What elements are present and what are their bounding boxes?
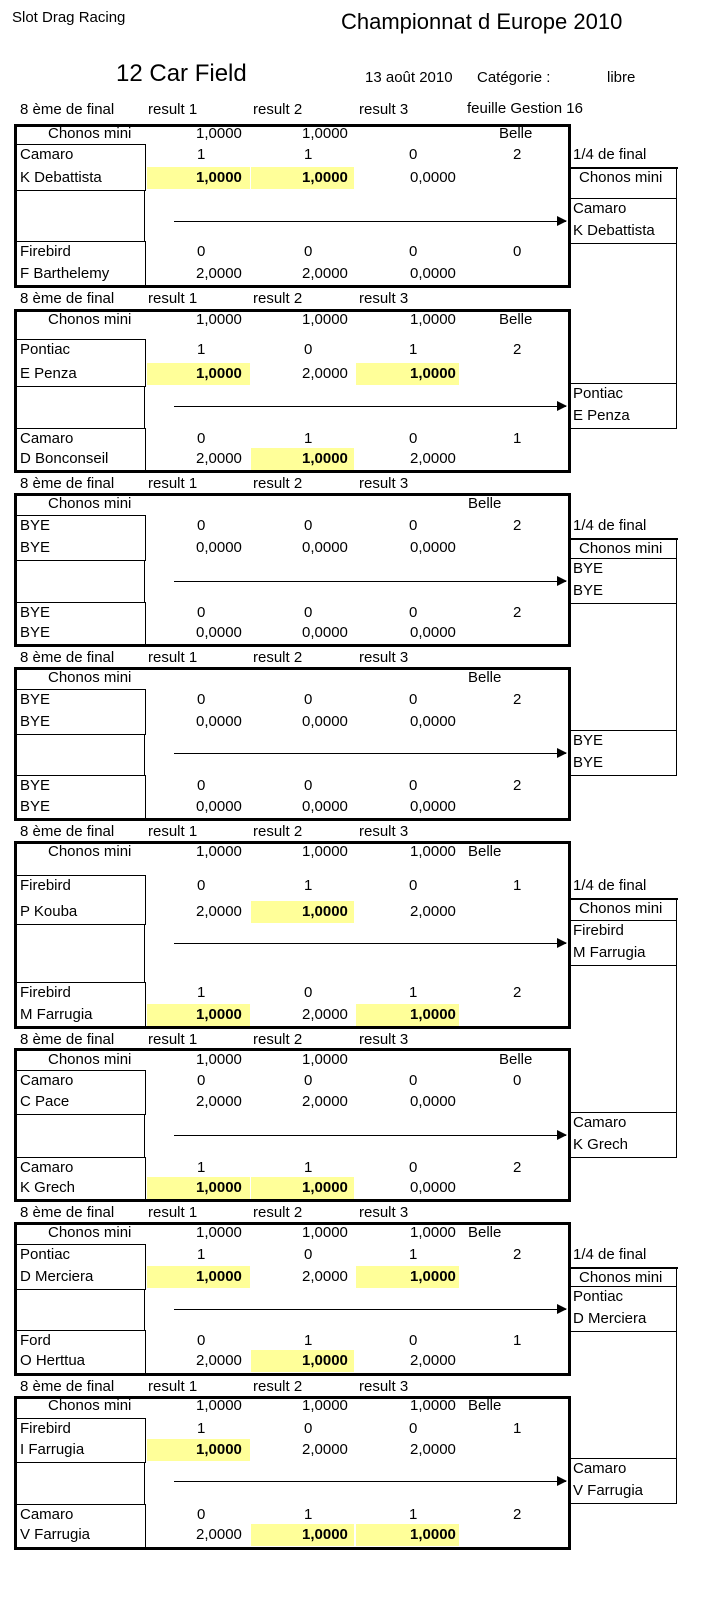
win-count: 0 [304, 604, 313, 621]
quarter-final-label: 1/4 de final [573, 1246, 647, 1263]
advance-arrow [174, 1135, 566, 1136]
time-value: 0,0000 [196, 624, 242, 641]
org-name: Slot Drag Racing [12, 9, 126, 26]
quarter-chrono-label: Chonos mini [579, 169, 663, 186]
driver-name: BYE [20, 798, 51, 815]
time-value: 1,0000 [302, 1179, 348, 1196]
advance-arrow [174, 1481, 566, 1482]
round-label: 8 ème de final [20, 649, 115, 666]
chrono-label: Chonos mini [48, 125, 132, 142]
car-name: Camaro [20, 430, 74, 447]
bracket-connector [676, 1267, 677, 1504]
win-count: 1 [304, 1159, 313, 1176]
driver-name: D Bonconseil [20, 450, 109, 467]
driver-name: O Herttua [20, 1352, 86, 1369]
win-count: 0 [409, 146, 418, 163]
quarter-final-label: 1/4 de final [573, 877, 647, 894]
winner-car: BYE [573, 732, 604, 749]
winner-car: Firebird [573, 922, 624, 939]
car-name: Camaro [20, 1159, 74, 1176]
win-count: 0 [409, 243, 418, 260]
win-count: 0 [197, 1332, 206, 1349]
win-count: 1 [304, 146, 313, 163]
win-count: 0 [197, 691, 206, 708]
win-count: 0 [409, 604, 418, 621]
driver-name: P Kouba [20, 903, 78, 920]
belle-score: 2 [513, 777, 522, 794]
win-count: 0 [304, 341, 313, 358]
winner-driver: M Farrugia [573, 944, 646, 961]
result-1-header: result 1 [148, 290, 198, 307]
time-value: 2,0000 [302, 1441, 348, 1458]
time-value: 2,0000 [302, 265, 348, 282]
win-count: 0 [197, 1072, 206, 1089]
win-count: 0 [409, 517, 418, 534]
driver-name: F Barthelemy [20, 265, 110, 282]
win-count: 0 [304, 691, 313, 708]
winner-driver: K Debattista [573, 222, 655, 239]
time-value: 0,0000 [196, 713, 242, 730]
winner-car: BYE [573, 560, 604, 577]
round-label: 8 ème de final [20, 475, 115, 492]
winner-car: Camaro [573, 1460, 627, 1477]
win-count: 0 [304, 1420, 313, 1437]
win-count: 0 [197, 877, 206, 894]
win-count: 1 [197, 341, 206, 358]
win-count: 0 [304, 1246, 313, 1263]
belle-score: 2 [513, 984, 522, 1001]
driver-name: BYE [20, 539, 51, 556]
category-value: libre [607, 69, 636, 86]
car-name: Firebird [20, 243, 71, 260]
bracket-connector [676, 167, 677, 429]
time-value: 1,0000 [196, 1006, 242, 1023]
chrono-value: 1,0000 [410, 843, 456, 860]
win-count: 0 [197, 517, 206, 534]
result-2-header: result 2 [253, 823, 303, 840]
page-title: Championnat d Europe 2010 [341, 9, 623, 34]
belle-score: 1 [513, 1420, 522, 1437]
car-name: Ford [20, 1332, 51, 1349]
belle-label: Belle [499, 125, 533, 142]
time-value: 1,0000 [410, 1268, 456, 1285]
chrono-value: 1,0000 [196, 1224, 242, 1241]
win-count: 1 [197, 1246, 206, 1263]
field-title: 12 Car Field [116, 60, 247, 87]
time-value: 1,0000 [410, 1006, 456, 1023]
separator-line [144, 561, 145, 602]
time-value: 1,0000 [196, 1268, 242, 1285]
quarter-final-label: 1/4 de final [573, 517, 647, 534]
separator-line [144, 387, 145, 428]
driver-name: M Farrugia [20, 1006, 93, 1023]
win-count: 0 [304, 984, 313, 1001]
win-count: 1 [409, 984, 418, 1001]
chrono-label: Chonos mini [48, 311, 132, 328]
car-name: Camaro [20, 146, 74, 163]
chrono-value: 1,0000 [302, 1397, 348, 1414]
car-name: BYE [20, 691, 51, 708]
win-count: 0 [197, 604, 206, 621]
time-value: 2,0000 [196, 1352, 242, 1369]
result-2-header: result 2 [253, 290, 303, 307]
advance-arrow [174, 1309, 566, 1310]
time-value: 1,0000 [410, 1526, 456, 1543]
win-count: 0 [409, 877, 418, 894]
winner-car: Pontiac [573, 1288, 624, 1305]
driver-name: V Farrugia [20, 1526, 91, 1543]
result-2-header: result 2 [253, 475, 303, 492]
round-label: 8 ème de final [20, 1204, 115, 1221]
quarter-chrono-label: Chonos mini [579, 900, 663, 917]
chrono-value: 1,0000 [196, 1051, 242, 1068]
chrono-value: 1,0000 [196, 1397, 242, 1414]
time-value: 0,0000 [302, 624, 348, 641]
win-count: 1 [409, 341, 418, 358]
chrono-label: Chonos mini [48, 669, 132, 686]
belle-score: 2 [513, 517, 522, 534]
chrono-label: Chonos mini [48, 1224, 132, 1241]
result-1-header: result 1 [148, 1378, 198, 1395]
time-value: 0,0000 [196, 798, 242, 815]
belle-score: 0 [513, 243, 522, 260]
chrono-value: 1,0000 [196, 125, 242, 142]
win-count: 1 [409, 1506, 418, 1523]
chrono-value: 1,0000 [196, 311, 242, 328]
result-3-header: result 3 [359, 649, 409, 666]
time-value: 2,0000 [410, 450, 456, 467]
belle-label: Belle [468, 669, 502, 686]
separator-line [144, 1463, 145, 1504]
chrono-label: Chonos mini [48, 843, 132, 860]
time-value: 2,0000 [196, 1526, 242, 1543]
winner-driver: E Penza [573, 407, 630, 424]
win-count: 1 [304, 430, 313, 447]
belle-score: 2 [513, 1159, 522, 1176]
belle-score: 2 [513, 1506, 522, 1523]
advance-arrow [174, 406, 566, 407]
belle-label: Belle [468, 1224, 502, 1241]
car-name: Pontiac [20, 341, 71, 358]
chrono-value: 1,0000 [302, 1051, 348, 1068]
chrono-value: 1,0000 [196, 843, 242, 860]
win-count: 1 [197, 1159, 206, 1176]
chrono-label: Chonos mini [48, 1051, 132, 1068]
quarter-final-label: 1/4 de final [573, 146, 647, 163]
time-value: 2,0000 [302, 365, 348, 382]
advance-arrow [174, 221, 566, 222]
belle-score: 2 [513, 146, 522, 163]
win-count: 0 [304, 1072, 313, 1089]
driver-name: BYE [20, 624, 51, 641]
time-value: 2,0000 [410, 903, 456, 920]
time-value: 1,0000 [302, 903, 348, 920]
driver-name: D Merciera [20, 1268, 94, 1285]
round-label: 8 ème de final [20, 1031, 115, 1048]
driver-name: K Debattista [20, 169, 102, 186]
time-value: 1,0000 [196, 365, 242, 382]
win-count: 0 [409, 1332, 418, 1349]
time-value: 1,0000 [302, 1352, 348, 1369]
bracket-connector [676, 538, 677, 776]
separator-line [144, 1115, 145, 1157]
driver-name: C Pace [20, 1093, 70, 1110]
car-name: Firebird [20, 984, 71, 1001]
time-value: 0,0000 [410, 265, 456, 282]
car-name: Camaro [20, 1072, 74, 1089]
belle-label: Belle [468, 1397, 502, 1414]
belle-score: 2 [513, 691, 522, 708]
time-value: 2,0000 [410, 1352, 456, 1369]
sheet-label: feuille Gestion 16 [467, 100, 583, 117]
belle-label: Belle [468, 843, 502, 860]
result-1-header: result 1 [148, 475, 198, 492]
advance-arrow [174, 753, 566, 754]
time-value: 1,0000 [196, 169, 242, 186]
win-count: 0 [304, 243, 313, 260]
advance-arrow [174, 943, 566, 944]
winner-driver: D Merciera [573, 1310, 647, 1327]
time-value: 1,0000 [302, 169, 348, 186]
car-name: BYE [20, 604, 51, 621]
time-value: 2,0000 [196, 903, 242, 920]
win-count: 1 [197, 1420, 206, 1437]
car-name: Pontiac [20, 1246, 71, 1263]
winner-driver: V Farrugia [573, 1482, 644, 1499]
time-value: 0,0000 [410, 1093, 456, 1110]
quarter-chrono-label: Chonos mini [579, 1269, 663, 1286]
result-3-header: result 3 [359, 1031, 409, 1048]
win-count: 1 [409, 1246, 418, 1263]
car-name: Firebird [20, 877, 71, 894]
winner-driver: K Grech [573, 1136, 629, 1153]
time-value: 2,0000 [196, 265, 242, 282]
time-value: 1,0000 [196, 1179, 242, 1196]
chrono-value: 1,0000 [302, 311, 348, 328]
time-value: 0,0000 [410, 713, 456, 730]
separator-line [144, 1290, 145, 1330]
belle-score: 1 [513, 430, 522, 447]
win-count: 0 [409, 1072, 418, 1089]
time-value: 1,0000 [302, 450, 348, 467]
time-value: 2,0000 [302, 1093, 348, 1110]
chrono-value: 1,0000 [302, 125, 348, 142]
result-2-header: result 2 [253, 101, 303, 118]
win-count: 0 [197, 777, 206, 794]
result-1-header: result 1 [148, 1204, 198, 1221]
quarter-chrono-label: Chonos mini [579, 540, 663, 557]
winner-car: Camaro [573, 200, 627, 217]
belle-score: 0 [513, 1072, 522, 1089]
winner-car: Camaro [573, 1114, 627, 1131]
result-2-header: result 2 [253, 1378, 303, 1395]
result-2-header: result 2 [253, 1031, 303, 1048]
time-value: 0,0000 [410, 798, 456, 815]
event-date: 13 août 2010 [365, 69, 453, 86]
result-3-header: result 3 [359, 1204, 409, 1221]
round-label: 8 ème de final [20, 290, 115, 307]
chrono-value: 1,0000 [410, 1397, 456, 1414]
result-3-header: result 3 [359, 823, 409, 840]
belle-score: 2 [513, 1246, 522, 1263]
round-label: 8 ème de final [20, 1378, 115, 1395]
win-count: 1 [304, 1506, 313, 1523]
winner-driver: BYE [573, 582, 604, 599]
belle-score: 2 [513, 341, 522, 358]
driver-name: I Farrugia [20, 1441, 85, 1458]
winner-car: Pontiac [573, 385, 624, 402]
time-value: 2,0000 [196, 450, 242, 467]
result-3-header: result 3 [359, 475, 409, 492]
belle-label: Belle [499, 311, 533, 328]
belle-score: 1 [513, 877, 522, 894]
time-value: 1,0000 [410, 365, 456, 382]
chrono-label: Chonos mini [48, 495, 132, 512]
time-value: 0,0000 [196, 539, 242, 556]
win-count: 0 [304, 777, 313, 794]
win-count: 1 [304, 1332, 313, 1349]
win-count: 0 [197, 243, 206, 260]
win-count: 0 [197, 430, 206, 447]
round-label: 8 ème de final [20, 101, 115, 118]
time-value: 2,0000 [302, 1006, 348, 1023]
result-3-header: result 3 [359, 101, 409, 118]
result-1-header: result 1 [148, 823, 198, 840]
time-value: 0,0000 [410, 169, 456, 186]
driver-name: E Penza [20, 365, 77, 382]
advance-arrow [174, 581, 566, 582]
win-count: 1 [304, 877, 313, 894]
chrono-label: Chonos mini [48, 1397, 132, 1414]
separator-line [144, 735, 145, 775]
time-value: 1,0000 [302, 1526, 348, 1543]
result-1-header: result 1 [148, 649, 198, 666]
time-value: 2,0000 [302, 1268, 348, 1285]
time-value: 2,0000 [196, 1093, 242, 1110]
separator-line [144, 925, 145, 982]
result-3-header: result 3 [359, 1378, 409, 1395]
chrono-value: 1,0000 [302, 1224, 348, 1241]
time-value: 0,0000 [302, 798, 348, 815]
car-name: BYE [20, 777, 51, 794]
win-count: 0 [409, 1420, 418, 1437]
time-value: 0,0000 [410, 539, 456, 556]
bracket-connector [676, 898, 677, 1158]
car-name: BYE [20, 517, 51, 534]
win-count: 1 [197, 984, 206, 1001]
result-2-header: result 2 [253, 649, 303, 666]
win-count: 0 [409, 1159, 418, 1176]
belle-score: 2 [513, 604, 522, 621]
car-name: Camaro [20, 1506, 74, 1523]
time-value: 0,0000 [302, 539, 348, 556]
win-count: 0 [304, 517, 313, 534]
chrono-value: 1,0000 [302, 843, 348, 860]
car-name: Firebird [20, 1420, 71, 1437]
win-count: 1 [197, 146, 206, 163]
time-value: 1,0000 [196, 1441, 242, 1458]
win-count: 0 [197, 1506, 206, 1523]
time-value: 2,0000 [410, 1441, 456, 1458]
chrono-value: 1,0000 [410, 1224, 456, 1241]
driver-name: BYE [20, 713, 51, 730]
time-value: 0,0000 [410, 624, 456, 641]
round-label: 8 ème de final [20, 823, 115, 840]
category-label: Catégorie : [477, 69, 551, 86]
win-count: 0 [409, 430, 418, 447]
driver-name: K Grech [20, 1179, 76, 1196]
result-1-header: result 1 [148, 1031, 198, 1048]
winner-driver: BYE [573, 754, 604, 771]
win-count: 0 [409, 777, 418, 794]
belle-score: 1 [513, 1332, 522, 1349]
time-value: 0,0000 [302, 713, 348, 730]
time-value: 0,0000 [410, 1179, 456, 1196]
belle-label: Belle [499, 1051, 533, 1068]
win-count: 0 [409, 691, 418, 708]
result-2-header: result 2 [253, 1204, 303, 1221]
result-1-header: result 1 [148, 101, 198, 118]
result-3-header: result 3 [359, 290, 409, 307]
chrono-value: 1,0000 [410, 311, 456, 328]
belle-label: Belle [468, 495, 502, 512]
separator-line [144, 191, 145, 241]
